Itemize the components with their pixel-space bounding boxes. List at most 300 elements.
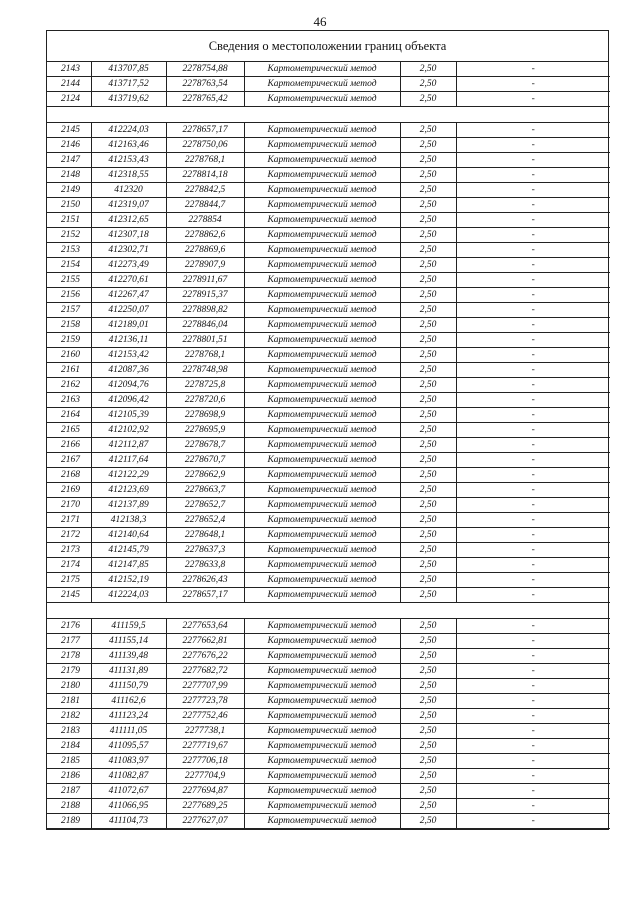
method-cell: Картометрический метод — [244, 423, 400, 438]
x-coordinate-cell: 411111,05 — [91, 724, 166, 739]
point-number-cell: 2151 — [47, 213, 91, 228]
accuracy-cell: 2,50 — [400, 754, 456, 769]
table-row — [47, 258, 610, 273]
accuracy-cell: 2,50 — [400, 468, 456, 483]
point-number-cell: 2147 — [47, 153, 91, 168]
x-coordinate-cell: 411155,14 — [91, 634, 166, 649]
point-number-cell: 2149 — [47, 183, 91, 198]
x-coordinate-cell: 412302,71 — [91, 243, 166, 258]
point-number-cell: 2172 — [47, 528, 91, 543]
accuracy-cell: 2,50 — [400, 183, 456, 198]
y-coordinate-cell: 2278633,8 — [166, 558, 244, 573]
point-number-cell: 2146 — [47, 138, 91, 153]
x-coordinate-cell: 413707,85 — [91, 62, 166, 77]
accuracy-cell: 2,50 — [400, 664, 456, 679]
method-cell: Картометрический метод — [244, 679, 400, 694]
point-number-cell: 2154 — [47, 258, 91, 273]
x-coordinate-cell: 412273,49 — [91, 258, 166, 273]
description-cell: - — [456, 92, 610, 107]
description-cell: - — [456, 468, 610, 483]
table-row — [47, 739, 610, 754]
table-row — [47, 664, 610, 679]
accuracy-cell: 2,50 — [400, 543, 456, 558]
x-coordinate-cell: 413719,62 — [91, 92, 166, 107]
point-number-cell: 2148 — [47, 168, 91, 183]
x-coordinate-cell: 412096,42 — [91, 393, 166, 408]
accuracy-cell: 2,50 — [400, 453, 456, 468]
point-number-cell: 2144 — [47, 77, 91, 92]
point-number-cell: 2181 — [47, 694, 91, 709]
accuracy-cell: 2,50 — [400, 724, 456, 739]
description-cell: - — [456, 483, 610, 498]
point-number-cell: 2145 — [47, 123, 91, 138]
y-coordinate-cell: 2278695,9 — [166, 423, 244, 438]
accuracy-cell: 2,50 — [400, 784, 456, 799]
y-coordinate-cell: 2278725,8 — [166, 378, 244, 393]
accuracy-cell: 2,50 — [400, 318, 456, 333]
y-coordinate-cell: 2278754,88 — [166, 62, 244, 77]
y-coordinate-cell: 2277682,72 — [166, 664, 244, 679]
method-cell: Картометрический метод — [244, 814, 400, 829]
method-cell: Картометрический метод — [244, 784, 400, 799]
method-cell: Картометрический метод — [244, 153, 400, 168]
y-coordinate-cell: 2277662,81 — [166, 634, 244, 649]
accuracy-cell: 2,50 — [400, 123, 456, 138]
accuracy-cell: 2,50 — [400, 288, 456, 303]
method-cell: Картометрический метод — [244, 468, 400, 483]
y-coordinate-cell: 2278657,17 — [166, 588, 244, 603]
point-number-cell: 2150 — [47, 198, 91, 213]
y-coordinate-cell: 2277738,1 — [166, 724, 244, 739]
method-cell: Картометрический метод — [244, 619, 400, 634]
y-coordinate-cell: 2278846,04 — [166, 318, 244, 333]
method-cell: Картометрический метод — [244, 634, 400, 649]
accuracy-cell: 2,50 — [400, 228, 456, 243]
y-coordinate-cell: 2278626,43 — [166, 573, 244, 588]
description-cell: - — [456, 438, 610, 453]
method-cell: Картометрический метод — [244, 408, 400, 423]
table-title: Сведения о местоположении границ объекта — [47, 31, 608, 62]
contour-separator-row — [47, 107, 610, 123]
table-row — [47, 153, 610, 168]
x-coordinate-cell: 412163,46 — [91, 138, 166, 153]
y-coordinate-cell: 2278898,82 — [166, 303, 244, 318]
description-cell: - — [456, 769, 610, 784]
method-cell: Картометрический метод — [244, 273, 400, 288]
method-cell: Картометрический метод — [244, 799, 400, 814]
x-coordinate-cell: 412117,64 — [91, 453, 166, 468]
point-number-cell: 2153 — [47, 243, 91, 258]
description-cell: - — [456, 543, 610, 558]
method-cell: Картометрический метод — [244, 558, 400, 573]
table-row — [47, 318, 610, 333]
y-coordinate-cell: 2277653,64 — [166, 619, 244, 634]
point-number-cell: 2162 — [47, 378, 91, 393]
accuracy-cell: 2,50 — [400, 393, 456, 408]
method-cell: Картометрический метод — [244, 453, 400, 468]
y-coordinate-cell: 2277723,78 — [166, 694, 244, 709]
y-coordinate-cell: 2277752,46 — [166, 709, 244, 724]
accuracy-cell: 2,50 — [400, 273, 456, 288]
table-row — [47, 634, 610, 649]
point-number-cell: 2167 — [47, 453, 91, 468]
accuracy-cell: 2,50 — [400, 709, 456, 724]
method-cell: Картометрический метод — [244, 303, 400, 318]
x-coordinate-cell: 411159,5 — [91, 619, 166, 634]
x-coordinate-cell: 412094,76 — [91, 378, 166, 393]
y-coordinate-cell: 2278720,6 — [166, 393, 244, 408]
accuracy-cell: 2,50 — [400, 198, 456, 213]
x-coordinate-cell: 412112,87 — [91, 438, 166, 453]
method-cell: Картометрический метод — [244, 62, 400, 77]
table-row — [47, 408, 610, 423]
y-coordinate-cell: 2278911,67 — [166, 273, 244, 288]
x-coordinate-cell: 411104,73 — [91, 814, 166, 829]
accuracy-cell: 2,50 — [400, 168, 456, 183]
y-coordinate-cell: 2278768,1 — [166, 153, 244, 168]
y-coordinate-cell: 2277704,9 — [166, 769, 244, 784]
method-cell: Картометрический метод — [244, 363, 400, 378]
y-coordinate-cell: 2278768,1 — [166, 348, 244, 363]
x-coordinate-cell: 412102,92 — [91, 423, 166, 438]
table-row — [47, 453, 610, 468]
accuracy-cell: 2,50 — [400, 558, 456, 573]
point-number-cell: 2145 — [47, 588, 91, 603]
y-coordinate-cell: 2278763,54 — [166, 77, 244, 92]
table-row — [47, 333, 610, 348]
point-number-cell: 2175 — [47, 573, 91, 588]
x-coordinate-cell: 412152,19 — [91, 573, 166, 588]
x-coordinate-cell: 412267,47 — [91, 288, 166, 303]
x-coordinate-cell: 411095,57 — [91, 739, 166, 754]
accuracy-cell: 2,50 — [400, 378, 456, 393]
method-cell: Картометрический метод — [244, 213, 400, 228]
y-coordinate-cell: 2277694,87 — [166, 784, 244, 799]
accuracy-cell: 2,50 — [400, 138, 456, 153]
x-coordinate-cell: 412320 — [91, 183, 166, 198]
table-row — [47, 168, 610, 183]
method-cell: Картометрический метод — [244, 378, 400, 393]
separator-cell — [47, 107, 610, 123]
table-row — [47, 288, 610, 303]
accuracy-cell: 2,50 — [400, 513, 456, 528]
separator-cell — [47, 603, 610, 619]
method-cell: Картометрический метод — [244, 483, 400, 498]
method-cell: Картометрический метод — [244, 649, 400, 664]
y-coordinate-cell: 2277676,22 — [166, 649, 244, 664]
y-coordinate-cell: 2278748,98 — [166, 363, 244, 378]
point-number-cell: 2173 — [47, 543, 91, 558]
point-number-cell: 2164 — [47, 408, 91, 423]
point-number-cell: 2152 — [47, 228, 91, 243]
table-row — [47, 138, 610, 153]
accuracy-cell: 2,50 — [400, 348, 456, 363]
point-number-cell: 2155 — [47, 273, 91, 288]
contour-separator-row — [47, 603, 610, 619]
table-row — [47, 438, 610, 453]
point-number-cell: 2161 — [47, 363, 91, 378]
y-coordinate-cell: 2278854 — [166, 213, 244, 228]
description-cell: - — [456, 363, 610, 378]
x-coordinate-cell: 412123,69 — [91, 483, 166, 498]
point-number-cell: 2174 — [47, 558, 91, 573]
table-row — [47, 228, 610, 243]
y-coordinate-cell: 2278698,9 — [166, 408, 244, 423]
table-row — [47, 198, 610, 213]
method-cell: Картометрический метод — [244, 243, 400, 258]
x-coordinate-cell: 411139,48 — [91, 649, 166, 664]
method-cell: Картометрический метод — [244, 739, 400, 754]
point-number-cell: 2186 — [47, 769, 91, 784]
method-cell: Картометрический метод — [244, 258, 400, 273]
table-row — [47, 123, 610, 138]
boundary-table-sheet — [46, 30, 609, 830]
accuracy-cell: 2,50 — [400, 423, 456, 438]
table-row — [47, 183, 610, 198]
description-cell: - — [456, 123, 610, 138]
x-coordinate-cell: 412270,61 — [91, 273, 166, 288]
x-coordinate-cell: 412136,11 — [91, 333, 166, 348]
y-coordinate-cell: 2277706,18 — [166, 754, 244, 769]
description-cell: - — [456, 198, 610, 213]
accuracy-cell: 2,50 — [400, 408, 456, 423]
description-cell: - — [456, 62, 610, 77]
accuracy-cell: 2,50 — [400, 438, 456, 453]
description-cell: - — [456, 228, 610, 243]
y-coordinate-cell: 2278844,7 — [166, 198, 244, 213]
accuracy-cell: 2,50 — [400, 62, 456, 77]
description-cell: - — [456, 814, 610, 829]
method-cell: Картометрический метод — [244, 709, 400, 724]
x-coordinate-cell: 412138,3 — [91, 513, 166, 528]
table-row — [47, 303, 610, 318]
table-row — [47, 498, 610, 513]
table-row — [47, 799, 610, 814]
x-coordinate-cell: 411072,67 — [91, 784, 166, 799]
method-cell: Картометрический метод — [244, 573, 400, 588]
x-coordinate-cell: 412145,79 — [91, 543, 166, 558]
method-cell: Картометрический метод — [244, 754, 400, 769]
page-number: 46 — [313, 14, 327, 29]
table-row — [47, 348, 610, 363]
description-cell: - — [456, 423, 610, 438]
accuracy-cell: 2,50 — [400, 769, 456, 784]
point-number-cell: 2163 — [47, 393, 91, 408]
description-cell: - — [456, 724, 610, 739]
description-cell: - — [456, 619, 610, 634]
accuracy-cell: 2,50 — [400, 153, 456, 168]
description-cell: - — [456, 498, 610, 513]
x-coordinate-cell: 411066,95 — [91, 799, 166, 814]
x-coordinate-cell: 412224,03 — [91, 123, 166, 138]
point-number-cell: 2166 — [47, 438, 91, 453]
description-cell: - — [456, 694, 610, 709]
accuracy-cell: 2,50 — [400, 243, 456, 258]
x-coordinate-cell: 412153,43 — [91, 153, 166, 168]
accuracy-cell: 2,50 — [400, 528, 456, 543]
method-cell: Картометрический метод — [244, 318, 400, 333]
description-cell: - — [456, 153, 610, 168]
description-cell: - — [456, 288, 610, 303]
accuracy-cell: 2,50 — [400, 739, 456, 754]
description-cell: - — [456, 453, 610, 468]
point-number-cell: 2189 — [47, 814, 91, 829]
description-cell: - — [456, 634, 610, 649]
table-row — [47, 694, 610, 709]
method-cell: Картометрический метод — [244, 769, 400, 784]
y-coordinate-cell: 2278869,6 — [166, 243, 244, 258]
table-row — [47, 363, 610, 378]
description-cell: - — [456, 588, 610, 603]
x-coordinate-cell: 411131,89 — [91, 664, 166, 679]
y-coordinate-cell: 2278750,06 — [166, 138, 244, 153]
description-cell: - — [456, 77, 610, 92]
y-coordinate-cell: 2278842,5 — [166, 183, 244, 198]
x-coordinate-cell: 412087,36 — [91, 363, 166, 378]
point-number-cell: 2160 — [47, 348, 91, 363]
description-cell: - — [456, 213, 610, 228]
description-cell: - — [456, 784, 610, 799]
description-cell: - — [456, 378, 610, 393]
x-coordinate-cell: 411162,6 — [91, 694, 166, 709]
accuracy-cell: 2,50 — [400, 649, 456, 664]
method-cell: Картометрический метод — [244, 528, 400, 543]
point-number-cell: 2169 — [47, 483, 91, 498]
point-number-cell: 2171 — [47, 513, 91, 528]
accuracy-cell: 2,50 — [400, 498, 456, 513]
method-cell: Картометрический метод — [244, 498, 400, 513]
point-number-cell: 2182 — [47, 709, 91, 724]
description-cell: - — [456, 679, 610, 694]
y-coordinate-cell: 2277707,99 — [166, 679, 244, 694]
table-row — [47, 423, 610, 438]
point-number-cell: 2158 — [47, 318, 91, 333]
point-number-cell: 2159 — [47, 333, 91, 348]
y-coordinate-cell: 2277719,67 — [166, 739, 244, 754]
method-cell: Картометрический метод — [244, 664, 400, 679]
description-cell: - — [456, 528, 610, 543]
table-row — [47, 543, 610, 558]
method-cell: Картометрический метод — [244, 333, 400, 348]
table-row — [47, 769, 610, 784]
point-number-cell: 2188 — [47, 799, 91, 814]
description-cell: - — [456, 303, 610, 318]
table-row — [47, 573, 610, 588]
x-coordinate-cell: 412105,39 — [91, 408, 166, 423]
table-row — [47, 77, 610, 92]
y-coordinate-cell: 2278801,51 — [166, 333, 244, 348]
x-coordinate-cell: 412140,64 — [91, 528, 166, 543]
accuracy-cell: 2,50 — [400, 679, 456, 694]
point-number-cell: 2156 — [47, 288, 91, 303]
x-coordinate-cell: 412307,18 — [91, 228, 166, 243]
table-row — [47, 754, 610, 769]
x-coordinate-cell: 412319,07 — [91, 198, 166, 213]
method-cell: Картометрический метод — [244, 348, 400, 363]
table-row — [47, 814, 610, 829]
method-cell: Картометрический метод — [244, 77, 400, 92]
x-coordinate-cell: 412318,55 — [91, 168, 166, 183]
method-cell: Картометрический метод — [244, 694, 400, 709]
point-number-cell: 2178 — [47, 649, 91, 664]
point-number-cell: 2170 — [47, 498, 91, 513]
x-coordinate-cell: 412224,03 — [91, 588, 166, 603]
description-cell: - — [456, 709, 610, 724]
table-row — [47, 92, 610, 107]
description-cell: - — [456, 138, 610, 153]
table-row — [47, 649, 610, 664]
table-row — [47, 243, 610, 258]
y-coordinate-cell: 2278678,7 — [166, 438, 244, 453]
accuracy-cell: 2,50 — [400, 77, 456, 92]
accuracy-cell: 2,50 — [400, 333, 456, 348]
table-row — [47, 679, 610, 694]
y-coordinate-cell: 2278662,9 — [166, 468, 244, 483]
y-coordinate-cell: 2278652,4 — [166, 513, 244, 528]
x-coordinate-cell: 412250,07 — [91, 303, 166, 318]
method-cell: Картометрический метод — [244, 724, 400, 739]
description-cell: - — [456, 739, 610, 754]
description-cell: - — [456, 258, 610, 273]
point-number-cell: 2183 — [47, 724, 91, 739]
description-cell: - — [456, 558, 610, 573]
method-cell: Картометрический метод — [244, 198, 400, 213]
description-cell: - — [456, 273, 610, 288]
method-cell: Картометрический метод — [244, 228, 400, 243]
point-number-cell: 2184 — [47, 739, 91, 754]
x-coordinate-cell: 411083,97 — [91, 754, 166, 769]
method-cell: Картометрический метод — [244, 183, 400, 198]
accuracy-cell: 2,50 — [400, 588, 456, 603]
accuracy-cell: 2,50 — [400, 573, 456, 588]
y-coordinate-cell: 2278663,7 — [166, 483, 244, 498]
table-row — [47, 724, 610, 739]
description-cell: - — [456, 573, 610, 588]
description-cell: - — [456, 318, 610, 333]
table-row — [47, 528, 610, 543]
y-coordinate-cell: 2278765,42 — [166, 92, 244, 107]
table-row — [47, 378, 610, 393]
point-number-cell: 2179 — [47, 664, 91, 679]
x-coordinate-cell: 412312,65 — [91, 213, 166, 228]
accuracy-cell: 2,50 — [400, 619, 456, 634]
accuracy-cell: 2,50 — [400, 303, 456, 318]
x-coordinate-cell: 412189,01 — [91, 318, 166, 333]
description-cell: - — [456, 799, 610, 814]
description-cell: - — [456, 333, 610, 348]
method-cell: Картометрический метод — [244, 92, 400, 107]
method-cell: Картометрический метод — [244, 543, 400, 558]
point-number-cell: 2157 — [47, 303, 91, 318]
point-number-cell: 2176 — [47, 619, 91, 634]
y-coordinate-cell: 2277627,07 — [166, 814, 244, 829]
table-row — [47, 468, 610, 483]
table-row — [47, 619, 610, 634]
x-coordinate-cell: 413717,52 — [91, 77, 166, 92]
description-cell: - — [456, 243, 610, 258]
y-coordinate-cell: 2278637,3 — [166, 543, 244, 558]
accuracy-cell: 2,50 — [400, 694, 456, 709]
x-coordinate-cell: 411082,87 — [91, 769, 166, 784]
description-cell: - — [456, 348, 610, 363]
x-coordinate-cell: 412147,85 — [91, 558, 166, 573]
y-coordinate-cell: 2278670,7 — [166, 453, 244, 468]
x-coordinate-cell: 412153,42 — [91, 348, 166, 363]
table-row — [47, 393, 610, 408]
y-coordinate-cell: 2278652,7 — [166, 498, 244, 513]
accuracy-cell: 2,50 — [400, 92, 456, 107]
table-row — [47, 709, 610, 724]
